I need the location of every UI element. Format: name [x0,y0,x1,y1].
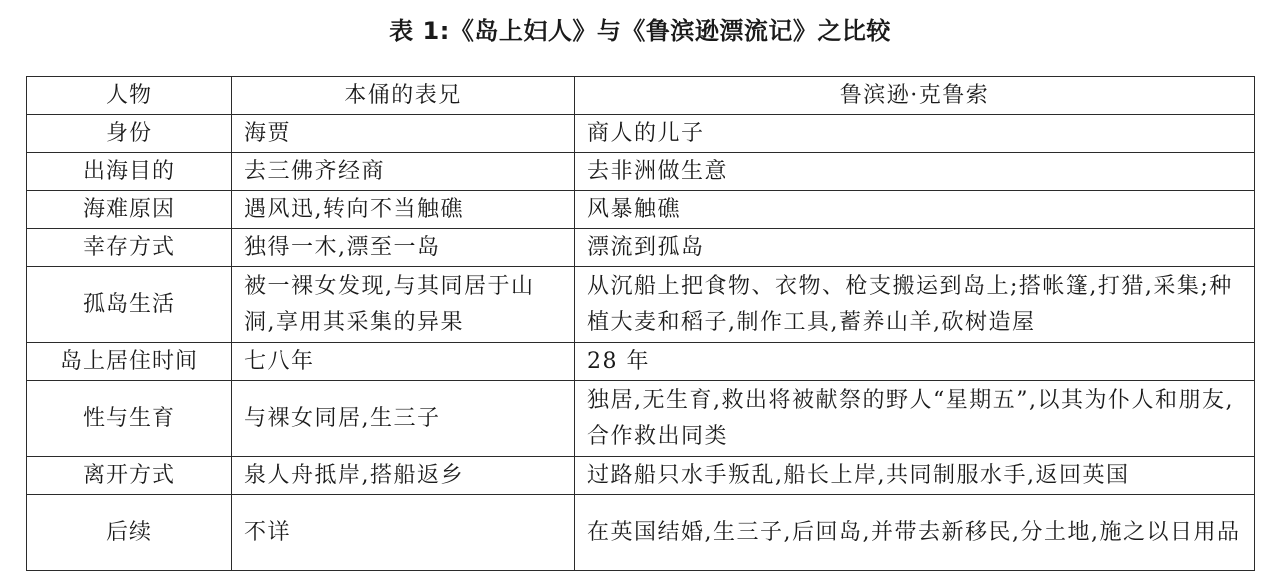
robinson-cell: 28 年 [575,343,1255,381]
table-row [27,153,1255,191]
robinson-cell: 在英国结婚,生三子,后回岛,并带去新移民,分土地,施之以日用品 [575,495,1255,571]
row-label: 后续 [27,495,232,571]
table-title: 表 1:《岛上妇人》与《鲁滨逊漂流记》之比较 [389,17,891,45]
cousin-cell: 海贾 [232,115,575,153]
table-row [27,495,1255,571]
row-label: 性与生育 [27,381,232,457]
table-row [27,381,1255,457]
table-row [27,267,1255,343]
robinson-cell: 独居,无生育,救出将被献祭的野人“星期五”,以其为仆人和朋友,合作救出同类 [575,381,1255,457]
cousin-cell: 遇风迅,转向不当触礁 [232,191,575,229]
cousin-cell: 七八年 [232,343,575,381]
cousin-cell: 不详 [232,495,575,571]
row-label: 出海目的 [27,153,232,191]
row-label: 岛上居住时间 [27,343,232,381]
robinson-cell: 商人的儿子 [575,115,1255,153]
header-cousin: 本俑的表兄 [232,77,575,115]
table-header-row [27,77,1255,115]
table-row [27,229,1255,267]
robinson-cell: 风暴触礁 [575,191,1255,229]
table-row [27,343,1255,381]
row-label: 孤岛生活 [27,267,232,343]
header-robinson: 鲁滨逊·克鲁索 [575,77,1255,115]
row-label: 幸存方式 [27,229,232,267]
table-row [27,191,1255,229]
cousin-cell: 被一裸女发现,与其同居于山洞,享用其采集的异果 [232,267,575,343]
row-label: 离开方式 [27,457,232,495]
robinson-cell: 去非洲做生意 [575,153,1255,191]
table-row [27,457,1255,495]
table-row [27,115,1255,153]
header-character: 人物 [27,77,232,115]
robinson-cell: 过路船只水手叛乱,船长上岸,共同制服水手,返回英国 [575,457,1255,495]
robinson-cell: 漂流到孤岛 [575,229,1255,267]
row-label: 海难原因 [27,191,232,229]
cousin-cell: 泉人舟抵岸,搭船返乡 [232,457,575,495]
cousin-cell: 与裸女同居,生三子 [232,381,575,457]
cousin-cell: 去三佛齐经商 [232,153,575,191]
comparison-table [26,76,1255,571]
robinson-cell: 从沉船上把食物、衣物、枪支搬运到岛上;搭帐篷,打猎,采集;种植大麦和稻子,制作工具,蓄养山羊,砍树造屋 [575,267,1255,343]
row-label: 身份 [27,115,232,153]
cousin-cell: 独得一木,漂至一岛 [232,229,575,267]
